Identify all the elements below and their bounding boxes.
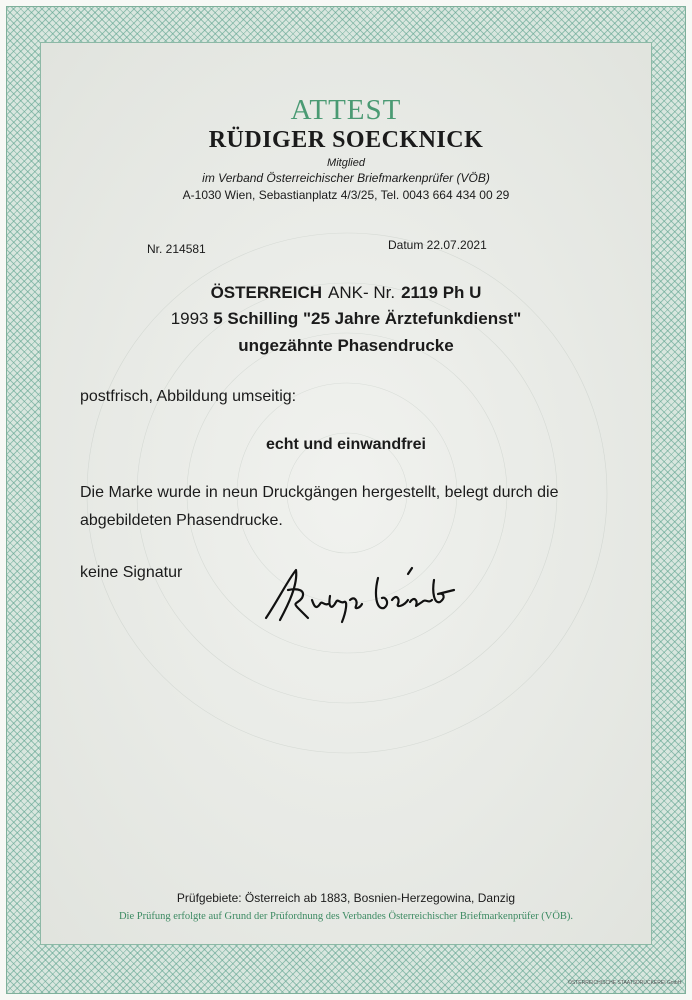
certificate-date: Datum 22.07.2021 xyxy=(388,238,487,252)
printer-imprint: ÖSTERREICHISCHE STAATSDRUCKEREI GmbH xyxy=(568,980,682,986)
examiner-name: RÜDIGER SOECKNICK xyxy=(208,127,484,153)
certificate-number: Nr. 214581 xyxy=(147,242,206,256)
note-line-2: abgebildeten Phasendrucke. xyxy=(80,512,283,529)
verdict-text: echt und einwandfrei xyxy=(265,436,426,453)
item-description-line xyxy=(0,309,692,329)
examination-areas: Prüfgebiete: Österreich ab 1883, Bosnien-Herzegowina, Danzig xyxy=(176,891,516,905)
item-year: 1993 xyxy=(170,309,209,328)
item-description: 5 Schilling "25 Jahre Ärztefunkdienst" xyxy=(213,309,522,328)
item-country: ÖSTERREICH xyxy=(210,283,323,302)
membership-label: Mitglied xyxy=(327,157,365,169)
handwritten-signature xyxy=(258,560,468,630)
examiner-address: A-1030 Wien, Sebastianplatz 4/3/25, Tel. 0043 664 434 00 29 xyxy=(182,188,510,202)
item-variety: ungezähnte Phasendrucke xyxy=(238,336,454,355)
attest-heading: ATTEST xyxy=(290,94,402,126)
catalog-label: ANK- Nr. xyxy=(328,283,396,302)
note-line-1: Die Marke wurde in neun Druckgängen hergestellt, belegt durch die xyxy=(80,484,559,501)
catalog-number: 2119 Ph U xyxy=(401,283,482,302)
association-name: im Verband Österreichischer Briefmarkenprüfer (VÖB) xyxy=(202,171,490,185)
regulation-note: Die Prüfung erfolgte auf Grund der Prüfordnung des Verbandes Österreichischer Briefmarkenprüfer (VÖB). xyxy=(118,911,574,922)
condition-text: postfrisch, Abbildung umseitig: xyxy=(80,388,297,405)
item-catalog-line xyxy=(0,283,692,303)
signature-note: keine Signatur xyxy=(80,564,183,581)
